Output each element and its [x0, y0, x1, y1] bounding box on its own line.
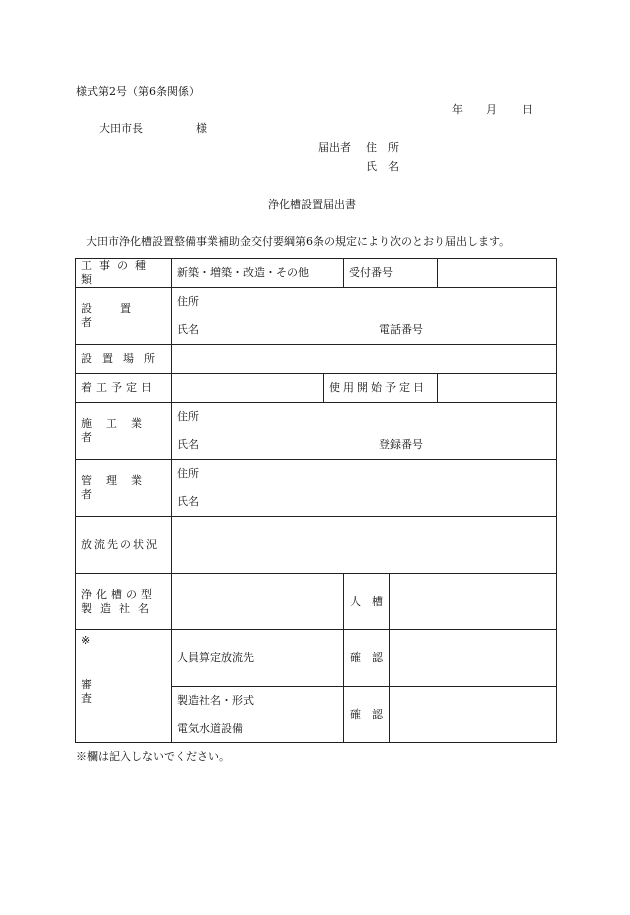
manager-field[interactable] — [172, 460, 557, 517]
location-field[interactable] — [172, 345, 557, 374]
applicant-address-label: 住 所 — [366, 141, 399, 154]
date-month: 月 — [486, 103, 497, 116]
review-label-cell — [76, 630, 172, 743]
table-row — [76, 345, 557, 374]
review-headcount-label: 人員算定放流先 — [172, 630, 344, 687]
contractor-name-label: 氏名 — [177, 438, 199, 451]
location-label: 設置場所 — [76, 345, 172, 374]
manager-name-label: 氏名 — [177, 495, 199, 508]
reception-no-label: 受付番号 — [344, 259, 438, 288]
table-row — [76, 460, 557, 517]
work-type-value[interactable]: 新築・増築・改造・その他 — [172, 259, 344, 288]
table-row — [76, 630, 557, 687]
confirm-field-2[interactable] — [390, 687, 557, 743]
contractor-address-label: 住所 — [177, 410, 199, 423]
use-start-field[interactable] — [438, 374, 557, 403]
tank-type-field[interactable] — [172, 574, 344, 630]
footnote: ※欄は記入しないでください。 — [76, 750, 230, 763]
application-form-table — [75, 258, 557, 743]
review-maker-label: 製造社名・形式 電気水道設備 — [172, 687, 344, 743]
person-tank-field[interactable] — [390, 574, 557, 630]
installer-phone-label: 電話番号 — [379, 323, 424, 336]
date-day: 日 — [522, 103, 533, 116]
discharge-field[interactable] — [172, 517, 557, 574]
work-type-label: 工事の種類 — [76, 259, 172, 288]
form-number: 様式第2号（第6条関係） — [76, 85, 200, 98]
table-row — [76, 517, 557, 574]
tank-type-label: 浄化槽の型 製造社名 — [76, 574, 172, 630]
note-mark: ※ — [81, 634, 91, 647]
manager-label: 管理業者 — [76, 460, 172, 517]
table-row — [76, 374, 557, 403]
applicant-label: 届出者 — [318, 141, 351, 154]
start-date-field[interactable] — [172, 374, 324, 403]
installer-name-label: 氏名 — [177, 323, 199, 336]
contractor-label: 施工業者 — [76, 403, 172, 460]
document-title: 浄化槽設置届出書 — [268, 198, 356, 211]
addressee: 大田市長 — [99, 122, 143, 135]
discharge-label: 放流先の状況 — [76, 517, 172, 574]
installer-field[interactable] — [172, 288, 557, 345]
table-row — [76, 259, 557, 288]
manager-address-label: 住所 — [177, 467, 199, 480]
table-row — [76, 403, 557, 460]
installer-address-label: 住所 — [177, 295, 199, 308]
confirm-field-1[interactable] — [390, 630, 557, 687]
contractor-field[interactable] — [172, 403, 557, 460]
person-tank-label: 人 槽 — [344, 574, 390, 630]
contractor-registration-label: 登録番号 — [379, 438, 424, 451]
review-label: 審査 — [81, 678, 154, 705]
table-row — [76, 574, 557, 630]
installer-label: 設置者 — [76, 288, 172, 345]
use-start-label: 使用開始予定日 — [324, 374, 438, 403]
table-row — [76, 288, 557, 345]
start-date-label: 着工予定日 — [76, 374, 172, 403]
confirm-label-2: 確 認 — [344, 687, 390, 743]
applicant-name-label: 氏 名 — [366, 160, 399, 173]
confirm-label-1: 確 認 — [344, 630, 390, 687]
intro-text: 大田市浄化槽設置整備事業補助金交付要綱第6条の規定により次のとおり届出します。 — [86, 235, 511, 248]
date-year: 年 — [452, 103, 463, 116]
reception-no-field[interactable] — [438, 259, 557, 288]
honorific: 様 — [196, 122, 207, 135]
